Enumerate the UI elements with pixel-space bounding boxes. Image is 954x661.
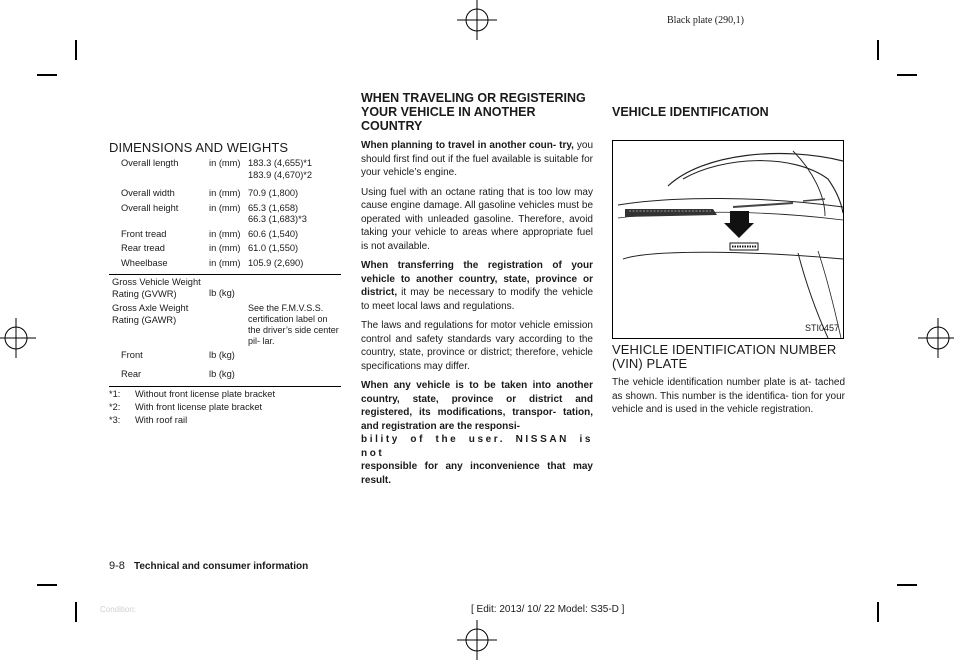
paragraph: When planning to travel in another coun- try, you should first find out if the fuel available is suitable for your vehicle’s engine. [361,140,594,178]
edit-info: [ Edit: 2013/ 10/ 22 Model: S35-D ] [471,604,625,615]
section-title-dimensions: DIMENSIONS AND WEIGHTS [109,140,289,155]
crop-mark [897,584,917,586]
condition-label: Condition: [100,605,137,614]
registration-mark-icon [457,0,497,40]
weight-note: See the F.M.V.S.S. certification label on the driver’s side center pil- lar. [248,303,339,346]
table-row [109,243,341,255]
table-row [109,188,341,200]
table-row [109,277,341,300]
row-label: Wheelbase [121,257,168,268]
gvwr-unit: lb (kg) [209,288,235,298]
heading-vehicle-identification: VEHICLE IDENTIFICATION [612,105,769,119]
heading-vin-plate: VEHICLE IDENTIFICATION NUMBER (VIN) PLATE [612,342,837,371]
row-value: 183.3 (4,655)*1 183.9 (4,670)*2 [248,158,313,180]
row-label: Overall height [121,202,179,213]
paragraph: Using fuel with an octane rating that is too low may cause engine damage. All gasoline vehicles must be operated with unleaded gasoline. Therefore, avoid taking your vehicle to areas where appropriate fuel is not available. [361,186,593,252]
table-row [109,258,341,270]
row-label: Rear tread [121,243,165,253]
registration-mark-icon [457,620,497,660]
crop-mark [37,74,57,76]
rear-label: Rear [121,368,142,379]
dimensions-table [109,158,341,387]
crop-mark [877,602,879,622]
figure-code: STI0457 [804,323,839,333]
registration-mark-icon [914,318,954,358]
registration-mark-icon [0,318,40,358]
footnote-list [109,389,275,425]
windshield-illustration [613,141,843,338]
row-unit: in (mm) [209,188,241,198]
row-label: Front tread [121,228,167,239]
row-unit: in (mm) [209,243,241,253]
vin-plate-text: The vehicle identification number plate is at- tached as shown. This number is the identifica- tion for your vehicle and is used in the vehicle registration. [612,377,845,415]
crop-mark [897,74,917,76]
paragraph-warning: When any vehicle is to be taken into another country, state, province or district and registered, its modifications, transpor- tation, and registration are the responsi- bility of the user. NISSAN is not responsible for any inconvenience that may result. [361,380,593,486]
footnote: *2: With front license plate bracket [109,402,263,412]
chapter-title: Technical and consumer information [133,561,309,572]
front-label: Front [121,350,143,360]
row-value: 65.3 (1,658) 66.3 (1,683)*3 [248,202,307,224]
rear-unit: lb (kg) [209,368,235,379]
table-row [109,229,341,241]
crop-mark [75,40,77,60]
row-value: 60.6 (1,540) [248,228,299,239]
row-value: 70.9 (1,800) [248,188,299,198]
table-row [109,350,341,362]
row-unit: in (mm) [209,158,241,168]
footnote: *1: Without front license plate bracket [109,389,276,399]
table-row [109,203,341,226]
row-value: 61.0 (1,550) [248,243,299,253]
paragraph: When transferring the registration of your vehicle to another country, state, province or district, it may be necessary to modify the vehicle to meet local laws and regulations. [361,260,593,312]
heading-traveling: WHEN TRAVELING OR REGISTERING YOUR VEHICLE IN ANOTHER COUNTRY [361,91,586,133]
row-label: Overall width [121,188,175,198]
page-number: 9-8 [109,560,125,572]
row-unit: in (mm) [209,228,241,239]
gawr-label: Gross Axle Weight Rating (GAWR) [112,303,189,325]
row-unit: in (mm) [209,202,241,213]
table-row [109,158,341,181]
crop-mark [877,40,879,60]
footnote: *3: With roof rail [109,415,188,425]
crop-mark [75,602,77,622]
crop-mark [37,584,57,586]
plate-info: Black plate (290,1) [667,15,744,26]
page-footer [109,560,308,572]
paragraph: The laws and regulations for motor vehicle emission control and safety standards vary according to the country, state, province or district; therefore, vehicle specifications may differ. [361,320,593,372]
front-unit: lb (kg) [209,350,235,360]
table-row [109,369,341,381]
middle-body [361,139,593,487]
row-value: 105.9 (2,690) [248,257,304,268]
gvwr-label: Gross Vehicle Weight Rating (GVWR) [112,277,201,299]
vin-plate-figure [612,140,844,339]
row-label: Overall length [121,158,179,168]
table-row [109,303,341,347]
row-unit: in (mm) [209,257,241,268]
